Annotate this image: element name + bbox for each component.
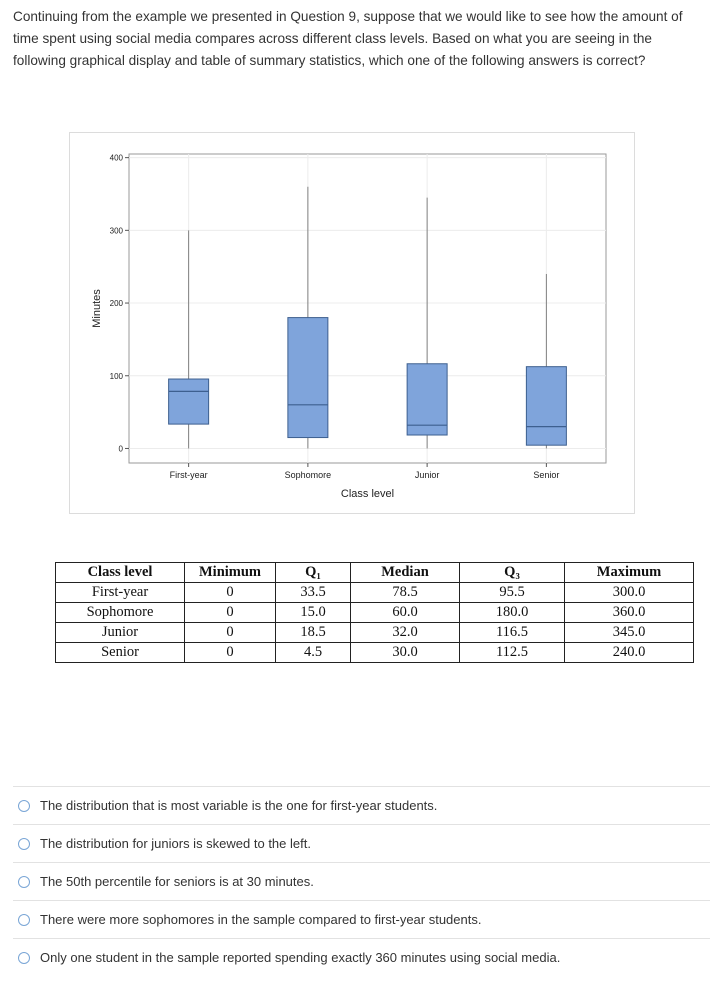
x-axis-label: Class level <box>340 488 395 500</box>
cell-class-level: Junior <box>56 623 185 643</box>
answer-option-label: The distribution that is most variable is the one for first-year students. <box>40 798 438 813</box>
cell-minimum: 0 <box>185 583 276 603</box>
header-median: Median <box>351 563 460 583</box>
cell-q1: 4.5 <box>276 643 351 663</box>
radio-button[interactable] <box>18 838 30 850</box>
table-header-row <box>56 563 694 583</box>
y-tick-label: 0 <box>118 444 123 454</box>
cell-minimum: 0 <box>185 643 276 663</box>
answer-options <box>13 786 710 976</box>
cell-q1: 18.5 <box>276 623 351 643</box>
boxplot-svg <box>70 133 634 513</box>
cell-q3: 95.5 <box>460 583 565 603</box>
cell-q3: 116.5 <box>460 623 565 643</box>
cell-q1: 15.0 <box>276 603 351 623</box>
radio-button[interactable] <box>18 800 30 812</box>
box-iqr <box>288 318 328 438</box>
y-tick-label: 400 <box>109 153 123 163</box>
x-tick-label: Senior <box>533 470 560 480</box>
cell-median: 30.0 <box>351 643 460 663</box>
x-tick-label: Junior <box>414 470 440 480</box>
answer-option-label: There were more sophomores in the sample compared to first-year students. <box>40 912 482 927</box>
box-iqr <box>169 379 209 424</box>
answer-option[interactable] <box>13 824 710 862</box>
x-tick-label: Sophomore <box>284 470 332 480</box>
box-iqr <box>526 367 566 446</box>
cell-class-level: First-year <box>56 583 185 603</box>
y-tick-label: 100 <box>109 371 123 381</box>
cell-minimum: 0 <box>185 623 276 643</box>
answer-option-label: The 50th percentile for seniors is at 30 minutes. <box>40 874 314 889</box>
y-tick-label: 300 <box>109 226 123 236</box>
cell-maximum: 360.0 <box>565 603 694 623</box>
y-axis-label: Minutes <box>91 289 103 328</box>
radio-button[interactable] <box>18 914 30 926</box>
y-tick-label: 200 <box>109 299 123 309</box>
boxplot-chart <box>69 132 635 514</box>
cell-class-level: Sophomore <box>56 603 185 623</box>
answer-option[interactable] <box>13 900 710 938</box>
cell-maximum: 300.0 <box>565 583 694 603</box>
header-q3: Q₃ <box>460 563 565 583</box>
cell-minimum: 0 <box>185 603 276 623</box>
header-minimum: Minimum <box>185 563 276 583</box>
answer-option-label: The distribution for juniors is skewed to the left. <box>40 836 311 851</box>
header-maximum: Maximum <box>565 563 694 583</box>
cell-maximum: 240.0 <box>565 643 694 663</box>
table-row <box>56 643 694 663</box>
cell-median: 60.0 <box>351 603 460 623</box>
cell-q1: 33.5 <box>276 583 351 603</box>
cell-maximum: 345.0 <box>565 623 694 643</box>
answer-option[interactable] <box>13 938 710 976</box>
answer-option[interactable] <box>13 862 710 900</box>
answer-option[interactable] <box>13 786 710 824</box>
answer-option-label: Only one student in the sample reported spending exactly 360 minutes using social media. <box>40 950 561 965</box>
table-row <box>56 603 694 623</box>
question-text: Continuing from the example we presented in Question 9, suppose that we would like to see how the amount of time spent using social media compares across different class levels. Based on what you are seeing in the following graphical display and table of summary statistics, which one of the following answers is correct? <box>13 9 683 68</box>
summary-statistics-table <box>55 562 694 663</box>
box-iqr <box>407 364 447 435</box>
cell-class-level: Senior <box>56 643 185 663</box>
cell-q3: 112.5 <box>460 643 565 663</box>
x-tick-label: First-year <box>169 470 208 480</box>
table-row <box>56 623 694 643</box>
header-class-level: Class level <box>56 563 185 583</box>
header-q1: Q₁ <box>276 563 351 583</box>
table-row <box>56 583 694 603</box>
cell-q3: 180.0 <box>460 603 565 623</box>
radio-button[interactable] <box>18 876 30 888</box>
cell-median: 78.5 <box>351 583 460 603</box>
radio-button[interactable] <box>18 952 30 964</box>
cell-median: 32.0 <box>351 623 460 643</box>
